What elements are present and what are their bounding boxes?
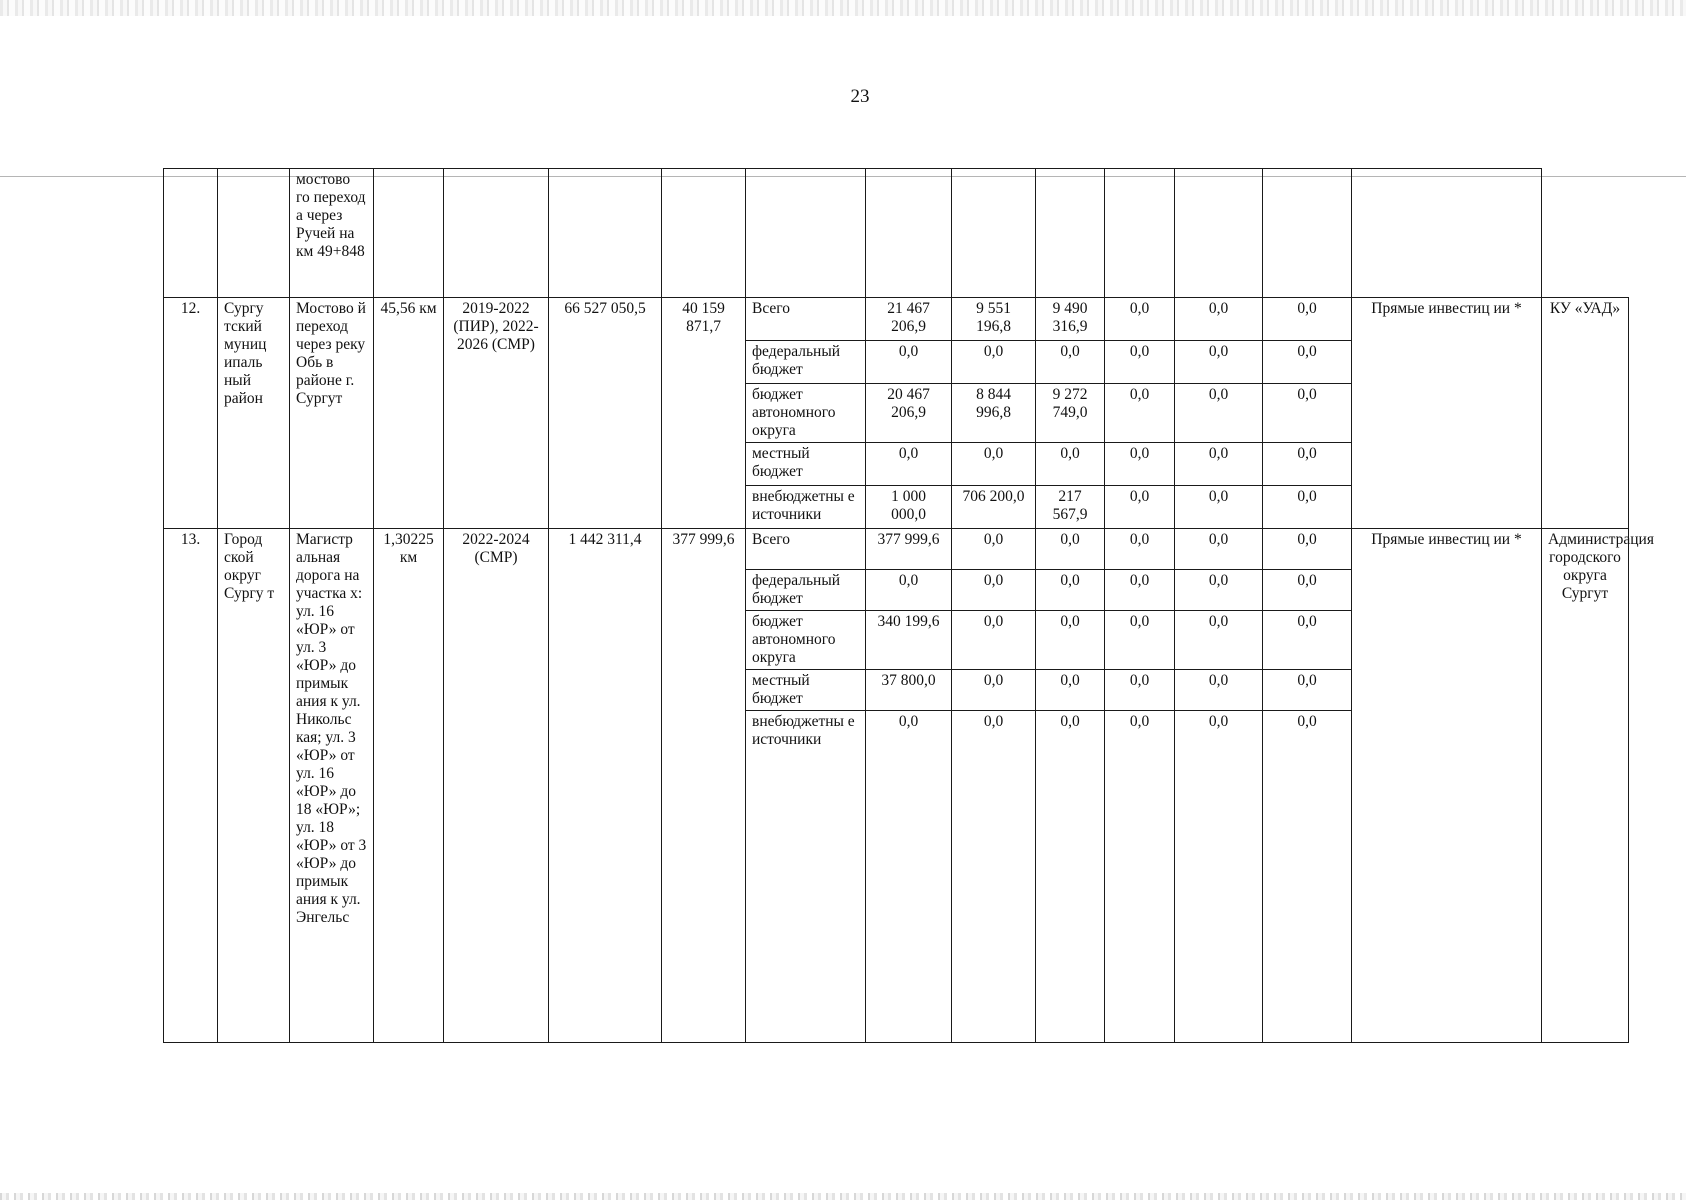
cell-value: 0,0 [1036, 570, 1105, 611]
cell-source: местный бюджет [746, 670, 866, 711]
cell-value: 0,0 [952, 711, 1036, 1043]
cell-source: Всего [746, 298, 866, 341]
cell-source: внебюджетны е источники [746, 486, 866, 529]
cell-value: 0,0 [1175, 341, 1263, 384]
cell-remaining-cost: 40 159 871,7 [662, 298, 746, 529]
cell-source: местный бюджет [746, 443, 866, 486]
cell-value: 0,0 [1036, 711, 1105, 1043]
cell-value: 340 199,6 [866, 611, 952, 670]
cell-value: 9 551 196,8 [952, 298, 1036, 341]
cell-value: 0,0 [952, 611, 1036, 670]
cell-num: 12. [164, 298, 218, 529]
cell-value: 0,0 [1175, 611, 1263, 670]
cell-total-cost: 66 527 050,5 [549, 298, 662, 529]
cell-source: федеральный бюджет [746, 570, 866, 611]
cell-value: 0,0 [866, 711, 952, 1043]
cell-capacity: 45,56 км [374, 298, 444, 529]
cell-source: бюджет автономного округа [746, 611, 866, 670]
cell-value: 0,0 [1105, 711, 1175, 1043]
investment-table [163, 168, 1654, 1043]
cell-value: 0,0 [1105, 341, 1175, 384]
cell-value: 0,0 [866, 443, 952, 486]
cell-num [164, 169, 218, 298]
cell-source: Всего [746, 529, 866, 570]
table-row-continuation [164, 169, 1629, 298]
cell-value: 217 567,9 [1036, 486, 1105, 529]
cell-value: 0,0 [1036, 670, 1105, 711]
cell-value: 377 999,6 [866, 529, 952, 570]
cell-value: 0,0 [1105, 670, 1175, 711]
cell-value: 0,0 [1175, 298, 1263, 341]
cell-source: внебюджетны е источники [746, 711, 866, 1043]
cell-value: 0,0 [1175, 486, 1263, 529]
cell-value: 0,0 [952, 670, 1036, 711]
cell-source: федеральный бюджет [746, 341, 866, 384]
cell-value: 20 467 206,9 [866, 384, 952, 443]
cell-value: 0,0 [1263, 486, 1352, 529]
cell-value: 0,0 [952, 570, 1036, 611]
cell-municipality: Город ской округ Сургу т [218, 529, 290, 1043]
cell-value: 0,0 [1175, 670, 1263, 711]
cell-value: 0,0 [1105, 443, 1175, 486]
cell-value: 0,0 [1105, 298, 1175, 341]
cell-mechanism: Прямые инвестиц ии * [1352, 298, 1542, 529]
cell-value: 9 490 316,9 [1036, 298, 1105, 341]
cell-value: 0,0 [1036, 529, 1105, 570]
table-row [164, 298, 1629, 341]
cell-value: 706 200,0 [952, 486, 1036, 529]
cell-value: 8 844 996,8 [952, 384, 1036, 443]
cell-remaining-cost: 377 999,6 [662, 529, 746, 1043]
cell-value: 0,0 [866, 341, 952, 384]
cell-value: 0,0 [1036, 341, 1105, 384]
cell-value: 0,0 [1036, 611, 1105, 670]
cell-municipality [218, 169, 290, 298]
cell-object: мостово го переход а через Ручей на км 49+848 [290, 169, 374, 298]
cell-value: 0,0 [866, 570, 952, 611]
cell-value: 0,0 [1105, 384, 1175, 443]
cell-value: 9 272 749,0 [1036, 384, 1105, 443]
cell-value: 0,0 [1263, 670, 1352, 711]
cell-value: 0,0 [1263, 384, 1352, 443]
cell-value: 0,0 [1036, 443, 1105, 486]
cell-value: 0,0 [952, 443, 1036, 486]
cell-value: 21 467 206,9 [866, 298, 952, 341]
cell-value: 0,0 [1175, 384, 1263, 443]
page-number: 23 [850, 86, 870, 107]
cell-object: Магистр альная дорога на участка х: ул. 16 «ЮР» от ул. 3 «ЮР» до примык ания к ул. Никольс кая; ул. 3 «ЮР» от ул. 16 «ЮР» до 18 «ЮР»; ул. 18 «ЮР» от 3 «ЮР» до примык ания к ул. Энгельс [290, 529, 374, 1043]
cell-value: 0,0 [1263, 443, 1352, 486]
cell-customer: КУ «УАД» [1542, 298, 1629, 529]
scan-artifact-bottom [0, 1193, 1686, 1200]
cell-value: 0,0 [1105, 529, 1175, 570]
cell-value: 0,0 [1105, 570, 1175, 611]
cell-value: 0,0 [1263, 298, 1352, 341]
cell-mechanism: Прямые инвестиц ии * [1352, 529, 1542, 1043]
scan-artifact-top [0, 0, 1686, 16]
cell-value: 0,0 [1263, 570, 1352, 611]
cell-value: 0,0 [1105, 611, 1175, 670]
cell-value: 0,0 [1263, 611, 1352, 670]
cell-value: 0,0 [1263, 711, 1352, 1043]
cell-capacity: 1,30225 км [374, 529, 444, 1043]
cell-customer: Администрация городского округа Сургут [1542, 529, 1629, 1043]
cell-value: 0,0 [1175, 711, 1263, 1043]
cell-value: 0,0 [1175, 443, 1263, 486]
cell-value: 1 000 000,0 [866, 486, 952, 529]
cell-value: 0,0 [1263, 529, 1352, 570]
cell-num: 13. [164, 529, 218, 1043]
cell-value: 0,0 [1175, 529, 1263, 570]
cell-municipality: Сургу тский муниц ипаль ный район [218, 298, 290, 529]
cell-source: бюджет автономного округа [746, 384, 866, 443]
cell-value: 37 800,0 [866, 670, 952, 711]
cell-object: Мостово й переход через реку Обь в районе г. Сургут [290, 298, 374, 529]
cell-period: 2019-2022 (ПИР), 2022-2026 (СМР) [444, 298, 549, 529]
cell-value: 0,0 [1175, 570, 1263, 611]
cell-period: 2022-2024 (СМР) [444, 529, 549, 1043]
cell-total-cost: 1 442 311,4 [549, 529, 662, 1043]
cell-value: 0,0 [1263, 341, 1352, 384]
table-row [164, 529, 1629, 570]
cell-value: 0,0 [1105, 486, 1175, 529]
cell-value: 0,0 [952, 341, 1036, 384]
cell-value: 0,0 [952, 529, 1036, 570]
